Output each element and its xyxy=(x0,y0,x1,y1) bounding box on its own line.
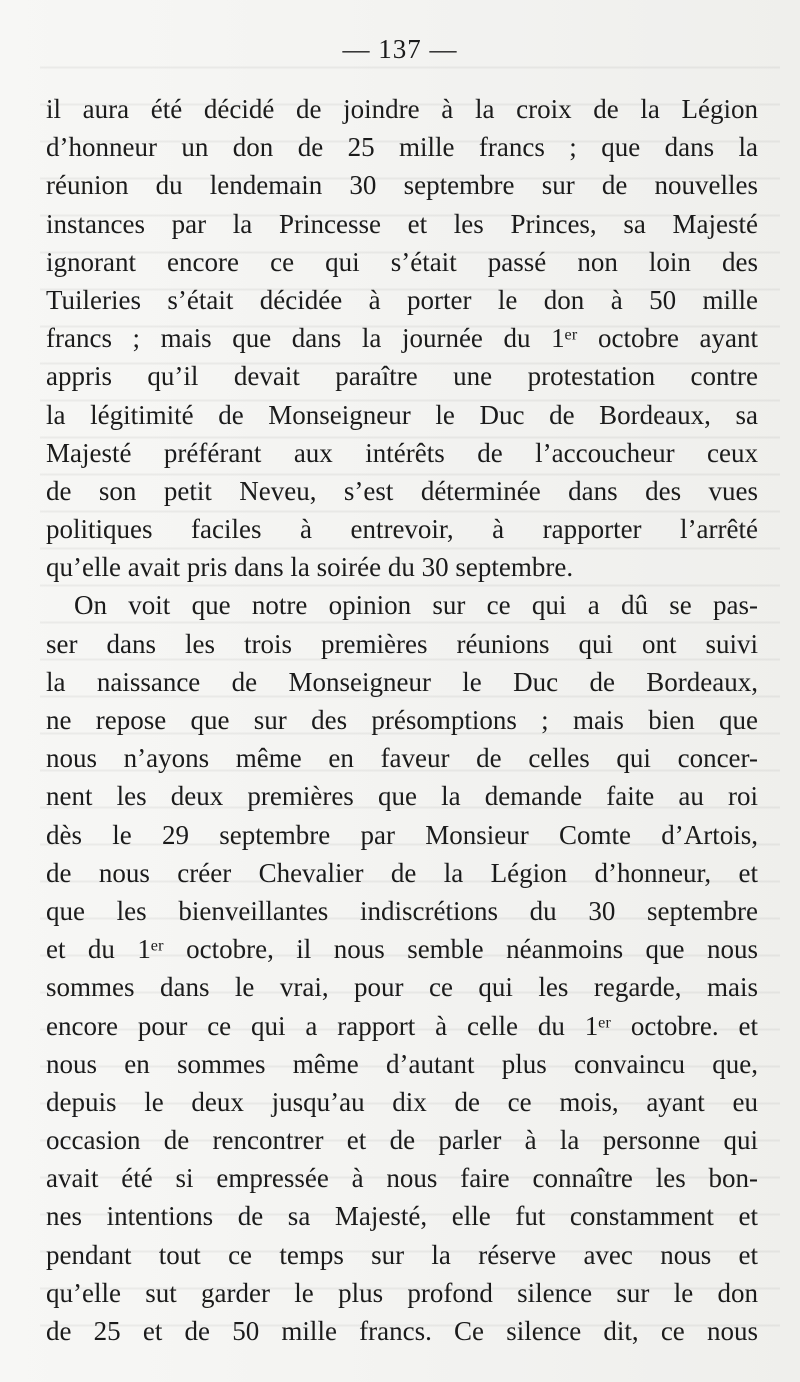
text-line: politiques faciles à entrevoir, à rapporter l’arrêté xyxy=(46,514,758,545)
text-line: il aura été décidé de joindre à la croix de la Légion xyxy=(46,94,758,124)
text-line: avait été si empressée à nous faire connaître les bon- xyxy=(46,1163,758,1194)
text-line: la légitimité de Monseigneur le Duc de Bordeaux, sa xyxy=(46,399,758,430)
text-line: qu’elle avait pris dans la soirée du 30 septembre. xyxy=(46,552,574,583)
page-number: — 137 — xyxy=(342,34,458,64)
text-line: appris qu’il devait paraître une protestation contre xyxy=(46,361,758,392)
text-line: de 25 et de 50 mille francs. Ce silence dit, ce nous xyxy=(46,1316,758,1346)
text-line: que les bienveillantes indiscrétions du 30 septembre xyxy=(46,895,758,926)
text-line: Majesté préférant aux intérêts de l’accoucheur ceux xyxy=(46,437,758,468)
text-line: qu’elle sut garder le plus profond silence sur le don xyxy=(46,1277,758,1308)
text-line: nes intentions de sa Majesté, elle fut constamment et xyxy=(46,1201,758,1232)
text-line: pendant tout ce temps sur la réserve avec nous et xyxy=(46,1239,758,1270)
paragraph xyxy=(46,586,758,1350)
text-line: sommes dans le vrai, pour ce qui les regarde, mais xyxy=(46,972,758,1003)
text-line: dès le 29 septembre par Monsieur Comte d’Artois, xyxy=(46,819,758,850)
text-line: et du 1ᵉʳ octobre, il nous semble néanmoins que nous xyxy=(46,934,758,965)
paragraph xyxy=(46,90,758,586)
text-line: nent les deux premières que la demande faite au roi xyxy=(46,781,758,812)
text-line: ne repose que sur des présomptions ; mais bien que xyxy=(46,705,758,735)
text-line: de son petit Neveu, s’est déterminée dans des vues xyxy=(46,475,758,506)
text-line: ignorant encore ce qui s’était passé non loin des xyxy=(46,246,758,277)
text-line: francs ; mais que dans la journée du 1ᵉʳ octobre ayant xyxy=(46,323,758,354)
text-line: ser dans les trois premières réunions qui ont suivi xyxy=(46,628,758,659)
text-line: la naissance de Monseigneur le Duc de Bordeaux, xyxy=(46,666,758,697)
text-line: Tuileries s’était décidée à porter le don à 50 mille xyxy=(46,284,758,315)
text-line: nous en sommes même d’autant plus convaincu que, xyxy=(46,1048,758,1079)
text-line: depuis le deux jusqu’au dix de ce mois, ayant eu xyxy=(46,1086,758,1117)
text-line: nous n’ayons même en faveur de celles qui concer- xyxy=(46,743,758,774)
text-line: de nous créer Chevalier de la Légion d’honneur, et xyxy=(46,857,758,888)
body-text xyxy=(46,90,758,1350)
text-line: On voit que notre opinion sur ce qui a dû se pas- xyxy=(74,590,758,621)
text-line: réunion du lendemain 30 septembre sur de nouvelles xyxy=(46,170,758,201)
text-line: d’honneur un don de 25 mille francs ; que dans la xyxy=(46,132,758,163)
text-line: instances par la Princesse et les Princes, sa Majesté xyxy=(46,208,758,239)
text-line: encore pour ce qui a rapport à celle du 1ᵉʳ octobre. et xyxy=(46,1010,758,1041)
text-line: occasion de rencontrer et de parler à la personne qui xyxy=(46,1125,758,1156)
